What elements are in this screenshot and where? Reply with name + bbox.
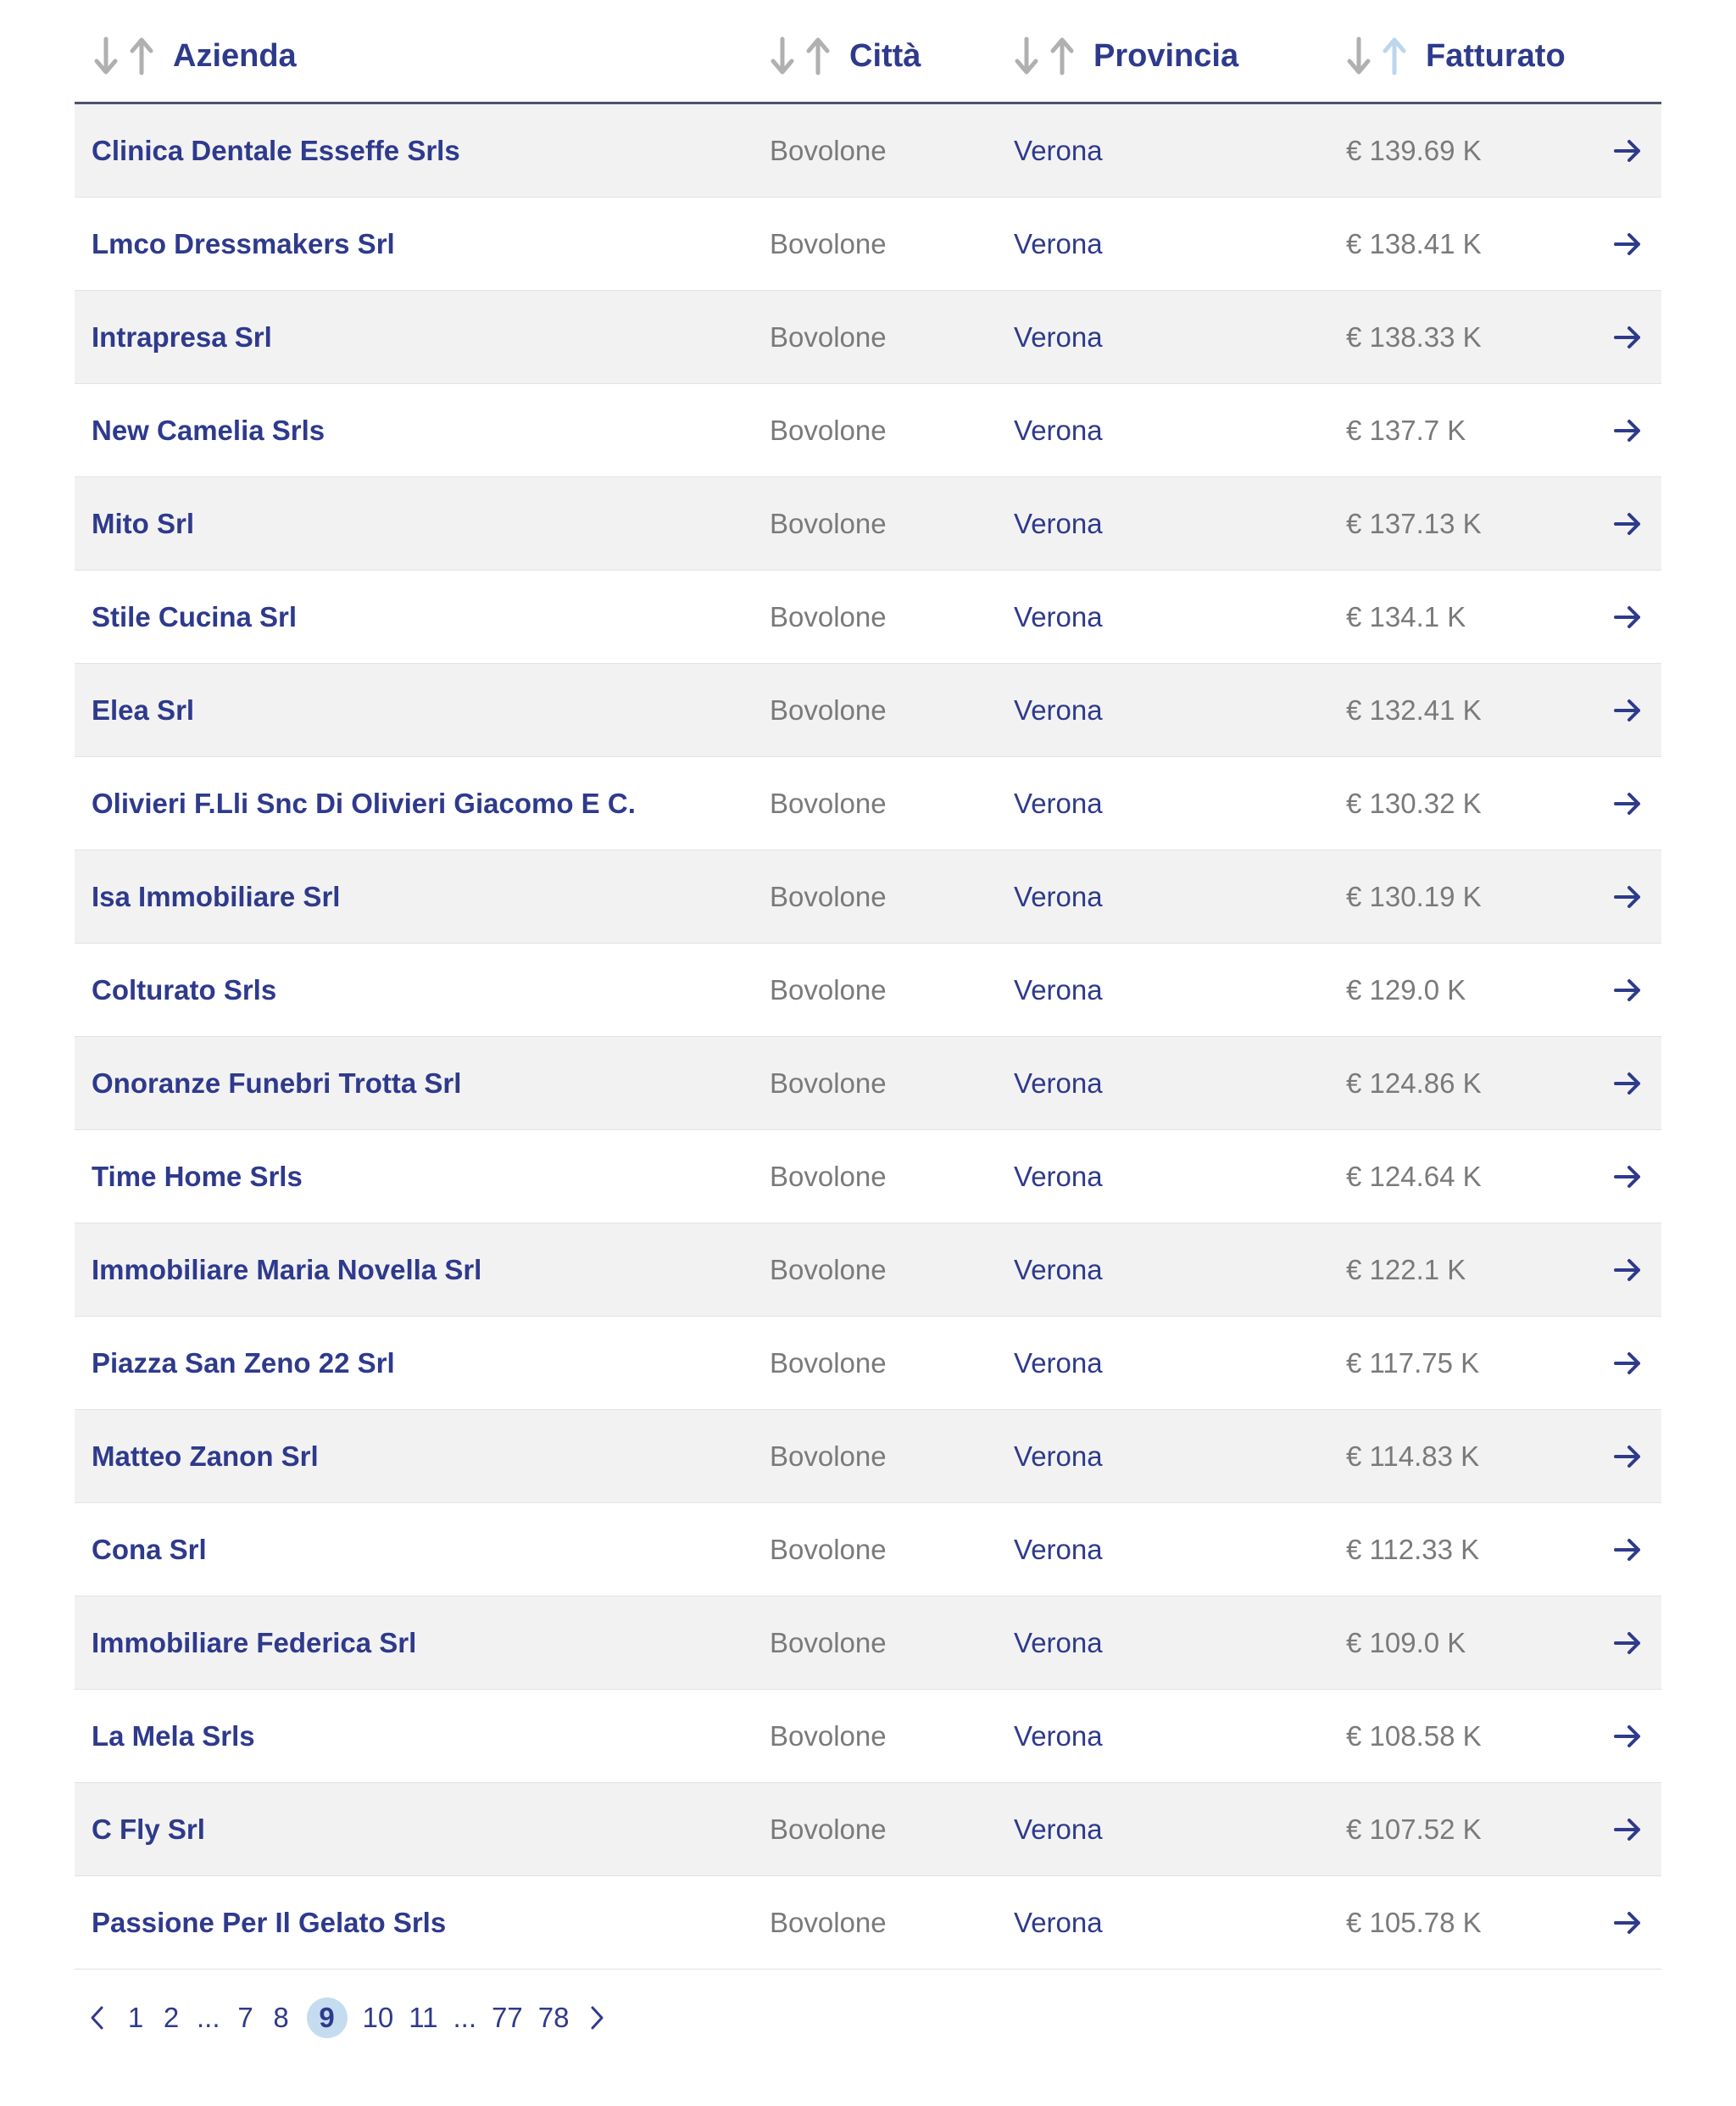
table-row[interactable]	[75, 198, 1661, 291]
revenue-cell: € 114.83 K	[1346, 1440, 1480, 1472]
city-cell: Bovolone	[770, 974, 887, 1006]
city-cell: Bovolone	[770, 788, 887, 819]
table-row[interactable]	[75, 944, 1661, 1037]
company-name[interactable]: Lmco Dressmakers Srl	[92, 228, 395, 259]
company-name[interactable]: Elea Srl	[92, 694, 195, 726]
table-row[interactable]	[75, 1596, 1661, 1690]
company-name[interactable]: Mito Srl	[92, 508, 194, 539]
company-name[interactable]: Intrapresa Srl	[92, 321, 272, 353]
revenue-cell: € 138.33 K	[1346, 321, 1482, 353]
province-cell: Verona	[1014, 974, 1103, 1006]
table-row[interactable]	[75, 1410, 1661, 1503]
pagination-current-page[interactable]: 9	[307, 1997, 348, 2038]
arrow-right-icon[interactable]	[1613, 978, 1644, 1003]
chevron-right-icon[interactable]	[584, 1997, 609, 2038]
pagination-page[interactable]: 10	[362, 2002, 394, 2033]
city-cell: Bovolone	[770, 1907, 887, 1938]
sort-ascending-icon[interactable]	[129, 36, 154, 75]
revenue-cell: € 138.41 K	[1346, 228, 1482, 259]
province-cell: Verona	[1014, 1814, 1103, 1845]
table-row[interactable]	[75, 850, 1661, 944]
arrow-right-icon[interactable]	[1613, 1630, 1644, 1656]
province-cell: Verona	[1014, 1161, 1103, 1192]
pagination-page[interactable]: 2	[163, 2002, 180, 2033]
table-header	[75, 0, 1661, 104]
city-cell: Bovolone	[770, 1720, 887, 1752]
table-row[interactable]	[75, 1130, 1661, 1223]
arrow-right-icon[interactable]	[1613, 1351, 1644, 1376]
header-provincia[interactable]	[1014, 32, 1238, 80]
sort-descending-icon[interactable]	[93, 36, 119, 75]
revenue-cell: € 132.41 K	[1346, 694, 1482, 726]
city-cell: Bovolone	[770, 601, 887, 632]
table-row[interactable]	[75, 1037, 1661, 1130]
revenue-cell: € 105.78 K	[1346, 1907, 1482, 1938]
province-cell: Verona	[1014, 601, 1103, 632]
company-name[interactable]: Colturato Srls	[92, 974, 277, 1006]
header-label: Fatturato	[1426, 37, 1566, 74]
company-name[interactable]: Matteo Zanon Srl	[92, 1440, 319, 1472]
table-row[interactable]	[75, 1783, 1661, 1876]
arrow-right-icon[interactable]	[1613, 1537, 1644, 1563]
city-cell: Bovolone	[770, 321, 887, 353]
province-cell: Verona	[1014, 508, 1103, 539]
company-name[interactable]: Passione Per Il Gelato Srls	[92, 1907, 447, 1938]
table-row[interactable]	[75, 1690, 1661, 1783]
city-cell: Bovolone	[770, 881, 887, 912]
province-cell: Verona	[1014, 1720, 1103, 1752]
province-cell: Verona	[1014, 321, 1103, 353]
arrow-right-icon[interactable]	[1613, 325, 1644, 350]
arrow-right-icon[interactable]	[1613, 1257, 1644, 1283]
province-cell: Verona	[1014, 1627, 1103, 1658]
city-cell: Bovolone	[770, 1627, 887, 1658]
city-cell: Bovolone	[770, 1534, 887, 1565]
arrow-right-icon[interactable]	[1613, 1724, 1644, 1749]
company-name[interactable]: Stile Cucina Srl	[92, 601, 298, 632]
revenue-cell: € 108.58 K	[1346, 1720, 1482, 1752]
sort-ascending-active-icon[interactable]	[1382, 36, 1407, 75]
company-name[interactable]: Isa Immobiliare Srl	[92, 881, 341, 912]
city-cell: Bovolone	[770, 1067, 887, 1099]
chevron-left-icon[interactable]	[85, 1997, 110, 2038]
table-row[interactable]	[75, 571, 1661, 664]
city-cell: Bovolone	[770, 135, 887, 166]
pagination-page[interactable]: 1	[127, 2002, 144, 2033]
province-cell: Verona	[1014, 1254, 1103, 1285]
city-cell: Bovolone	[770, 1814, 887, 1845]
header-label: Città	[849, 37, 921, 74]
header-azienda[interactable]	[93, 32, 297, 80]
company-name[interactable]: La Mela Srls	[92, 1720, 255, 1752]
company-name[interactable]: Cona Srl	[92, 1534, 207, 1565]
table-row[interactable]	[75, 291, 1661, 384]
company-name[interactable]: Immobiliare Federica Srl	[92, 1627, 417, 1658]
sort-descending-icon[interactable]	[1346, 36, 1372, 75]
company-name[interactable]: Piazza San Zeno 22 Srl	[92, 1347, 395, 1379]
province-cell: Verona	[1014, 228, 1103, 259]
city-cell: Bovolone	[770, 1161, 887, 1192]
company-name[interactable]: Clinica Dentale Esseffe Srls	[92, 135, 460, 166]
header-citta[interactable]	[770, 32, 921, 80]
revenue-cell: € 139.69 K	[1346, 135, 1482, 166]
arrow-right-icon[interactable]	[1613, 791, 1644, 816]
arrow-right-icon[interactable]	[1613, 511, 1644, 537]
revenue-cell: € 129.0 K	[1346, 974, 1466, 1006]
table-row[interactable]	[75, 1503, 1661, 1596]
province-cell: Verona	[1014, 881, 1103, 912]
province-cell: Verona	[1014, 135, 1103, 166]
province-cell: Verona	[1014, 694, 1103, 726]
sort-ascending-icon[interactable]	[1049, 36, 1075, 75]
city-cell: Bovolone	[770, 228, 887, 259]
pagination-ellipsis: ...	[453, 2002, 477, 2033]
revenue-cell: € 109.0 K	[1346, 1627, 1466, 1658]
company-name[interactable]: Time Home Srls	[92, 1161, 303, 1192]
revenue-cell: € 137.13 K	[1346, 508, 1482, 539]
sort-ascending-icon[interactable]	[805, 36, 831, 75]
table-row[interactable]	[75, 384, 1661, 477]
table-row[interactable]	[75, 477, 1661, 571]
company-name[interactable]: C Fly Srl	[92, 1814, 205, 1845]
province-cell: Verona	[1014, 1534, 1103, 1565]
pagination-page[interactable]: 77	[492, 2002, 523, 2033]
arrow-right-icon[interactable]	[1613, 604, 1644, 630]
revenue-cell: € 117.75 K	[1346, 1347, 1480, 1379]
table-row[interactable]	[75, 664, 1661, 757]
table-row[interactable]	[75, 1223, 1661, 1317]
table-row[interactable]	[75, 1317, 1661, 1410]
pagination-page[interactable]: 7	[237, 2002, 253, 2033]
arrow-right-icon[interactable]	[1613, 1071, 1644, 1096]
header-label: Provincia	[1093, 37, 1239, 74]
revenue-cell: € 107.52 K	[1346, 1814, 1482, 1845]
province-cell: Verona	[1014, 788, 1103, 819]
table-body	[75, 104, 1661, 1970]
city-cell: Bovolone	[770, 508, 887, 539]
arrow-right-icon[interactable]	[1613, 418, 1644, 443]
province-cell: Verona	[1014, 1067, 1103, 1099]
sort-descending-icon[interactable]	[770, 36, 795, 75]
arrow-right-icon[interactable]	[1613, 884, 1644, 910]
pagination-page[interactable]: 8	[273, 2002, 289, 2033]
sort-descending-icon[interactable]	[1014, 36, 1039, 75]
arrow-right-icon[interactable]	[1613, 138, 1644, 164]
revenue-cell: € 137.7 K	[1346, 415, 1466, 446]
revenue-cell: € 130.32 K	[1346, 788, 1482, 819]
province-cell: Verona	[1014, 1907, 1103, 1938]
revenue-cell: € 130.19 K	[1346, 881, 1482, 912]
revenue-cell: € 122.1 K	[1346, 1254, 1466, 1285]
city-cell: Bovolone	[770, 1254, 887, 1285]
city-cell: Bovolone	[770, 1440, 887, 1472]
arrow-right-icon[interactable]	[1613, 1817, 1644, 1842]
province-cell: Verona	[1014, 1440, 1103, 1472]
arrow-right-icon[interactable]	[1613, 1164, 1644, 1190]
company-name[interactable]: Olivieri F.Lli Snc Di Olivieri Giacomo E C.	[92, 788, 636, 819]
pagination-page[interactable]: 78	[537, 2002, 570, 2033]
arrow-right-icon[interactable]	[1613, 1910, 1644, 1936]
revenue-cell: € 124.64 K	[1346, 1161, 1482, 1192]
city-cell: Bovolone	[770, 1347, 887, 1379]
header-label: Azienda	[173, 37, 297, 74]
arrow-right-icon[interactable]	[1613, 231, 1644, 257]
arrow-right-icon[interactable]	[1613, 1444, 1644, 1469]
companies-table	[75, 0, 1661, 1970]
pagination-ellipsis: ...	[197, 2002, 220, 2033]
company-name[interactable]: Onoranze Funebri Trotta Srl	[92, 1067, 462, 1099]
pagination-page[interactable]: 11	[409, 2002, 438, 2033]
pagination	[85, 1994, 625, 2042]
header-fatturato[interactable]	[1346, 32, 1566, 80]
table-row[interactable]	[75, 757, 1661, 850]
company-name[interactable]: New Camelia Srls	[92, 415, 326, 446]
revenue-cell: € 124.86 K	[1346, 1067, 1482, 1099]
city-cell: Bovolone	[770, 415, 887, 446]
province-cell: Verona	[1014, 1347, 1103, 1379]
table-row[interactable]	[75, 104, 1661, 198]
city-cell: Bovolone	[770, 694, 887, 726]
revenue-cell: € 134.1 K	[1346, 601, 1466, 632]
arrow-right-icon[interactable]	[1613, 698, 1644, 723]
province-cell: Verona	[1014, 415, 1103, 446]
company-name[interactable]: Immobiliare Maria Novella Srl	[92, 1254, 482, 1285]
revenue-cell: € 112.33 K	[1346, 1534, 1480, 1565]
table-row[interactable]	[75, 1876, 1661, 1970]
